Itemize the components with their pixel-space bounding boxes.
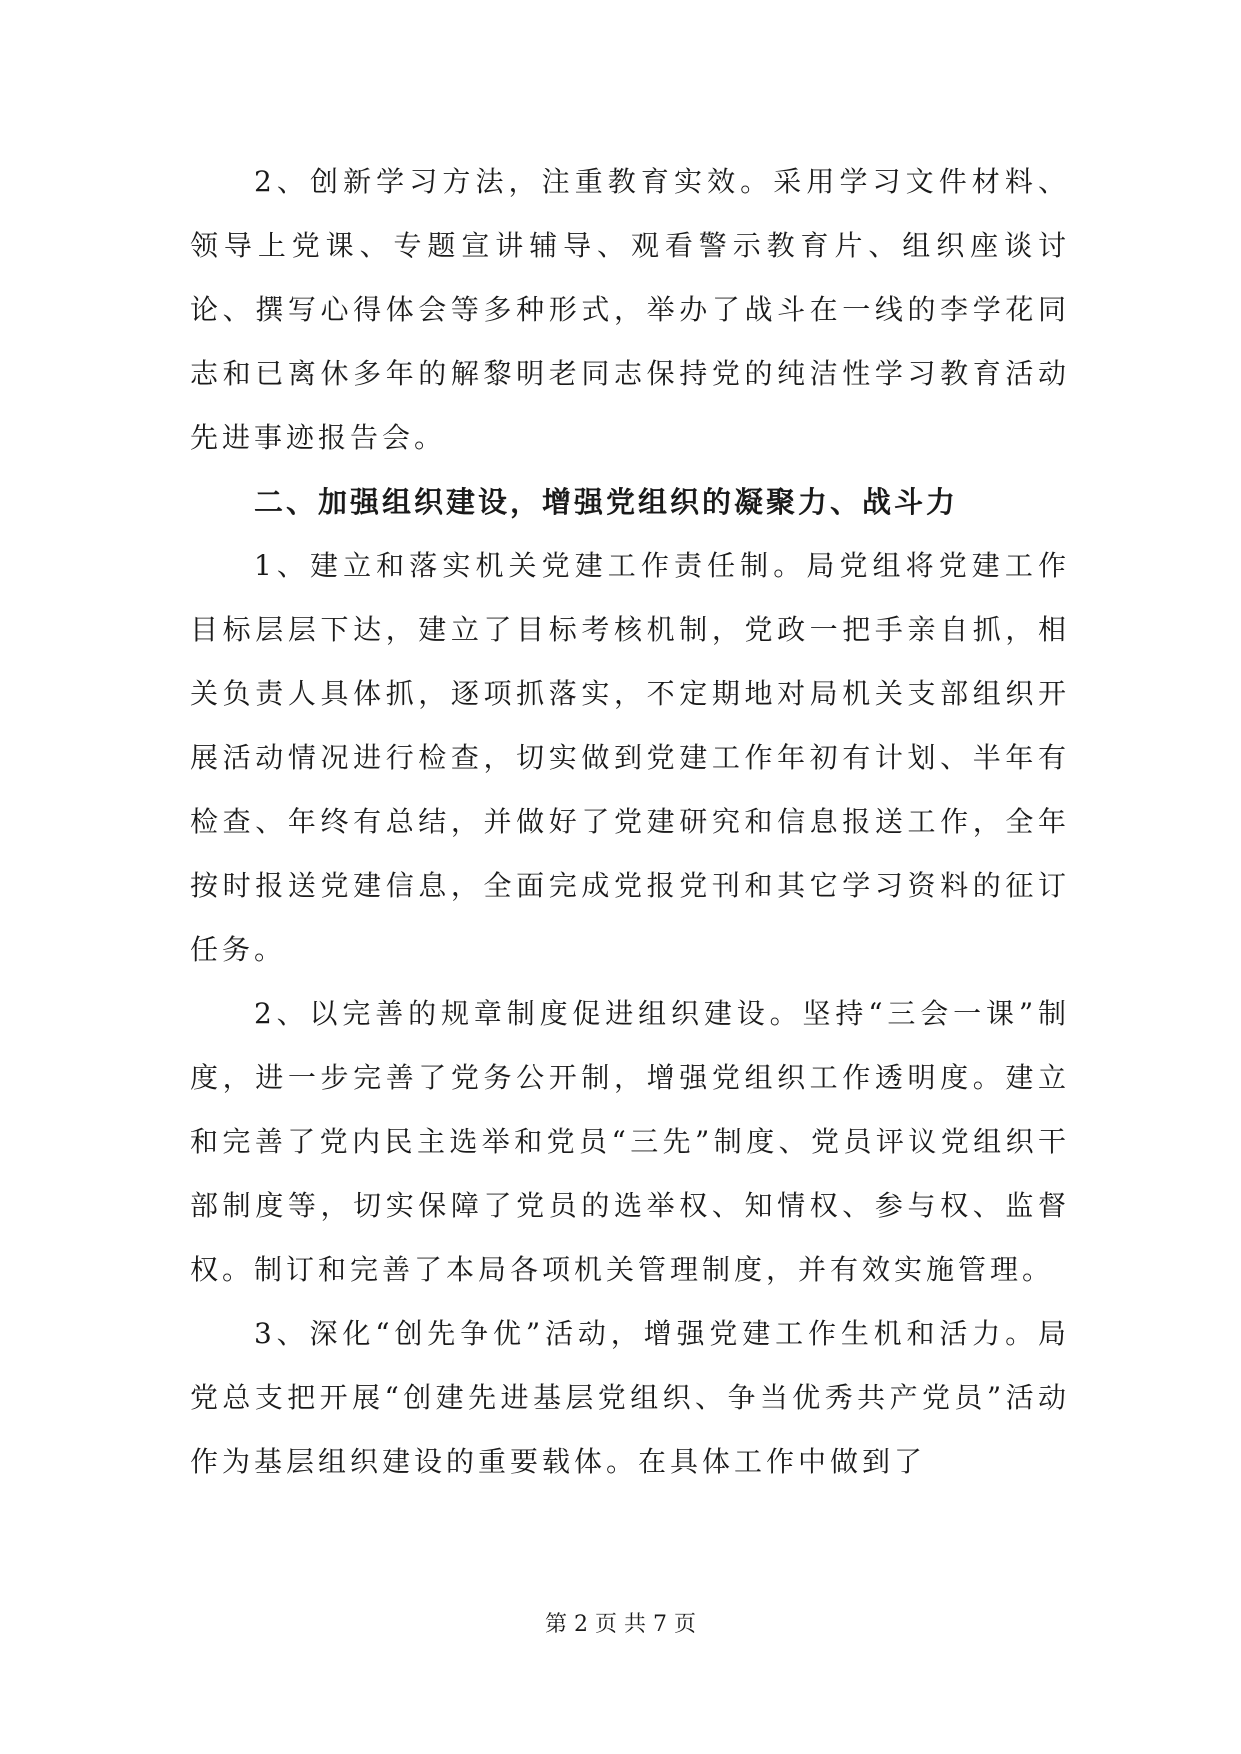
page-number-footer: 第 2 页 共 7 页 — [545, 1612, 696, 1637]
paragraph-rules-regulations: 2、以完善的规章制度促进组织建设。坚持“三会一课”制度，进一步完善了党务公开制，增强党组织工作透明度。建立和完善了党内民主选举和党员“三先”制度、党员评议党组织干部制度等，切实保障了党员的选举权、知情权、参与权、监督权。制订和完善了本局各项机关管理制度，并有效实施管理。 — [190, 997, 1070, 1286]
paragraph-responsibility-system: 1、建立和落实机关党建工作责任制。局党组将党建工作目标层层下达，建立了目标考核机制，党政一把手亲自抓，相关负责人具体抓，逐项抓落实，不定期地对局机关支部组织开展活动情况进行检查，切实做到党建工作年初有计划、半年有检查、年终有总结，并做好了党建研究和信息报送工作，全年按时报送党建信息，全面完成党报党刊和其它学习资料的征订任务。 — [190, 549, 1070, 966]
paragraph-excellence-campaign: 3、深化“创先争优”活动，增强党建工作生机和活力。局党总支把开展“创建先进基层党组织、争当优秀共产党员”活动作为基层组织建设的重要载体。在具体工作中做到了 — [190, 1317, 1070, 1478]
paragraph-study-methods: 2、创新学习方法，注重教育实效。采用学习文件材料、领导上党课、专题宣讲辅导、观看警示教育片、组织座谈讨论、撰写心得体会等多种形式，举办了战斗在一线的李学花同志和已离休多年的解黎明老同志保持党的纯洁性学习教育活动先进事迹报告会。 — [190, 165, 1070, 454]
document-body — [190, 150, 1070, 1494]
section-heading-organization: 二、加强组织建设，增强党组织的凝聚力、战斗力 — [254, 485, 959, 519]
